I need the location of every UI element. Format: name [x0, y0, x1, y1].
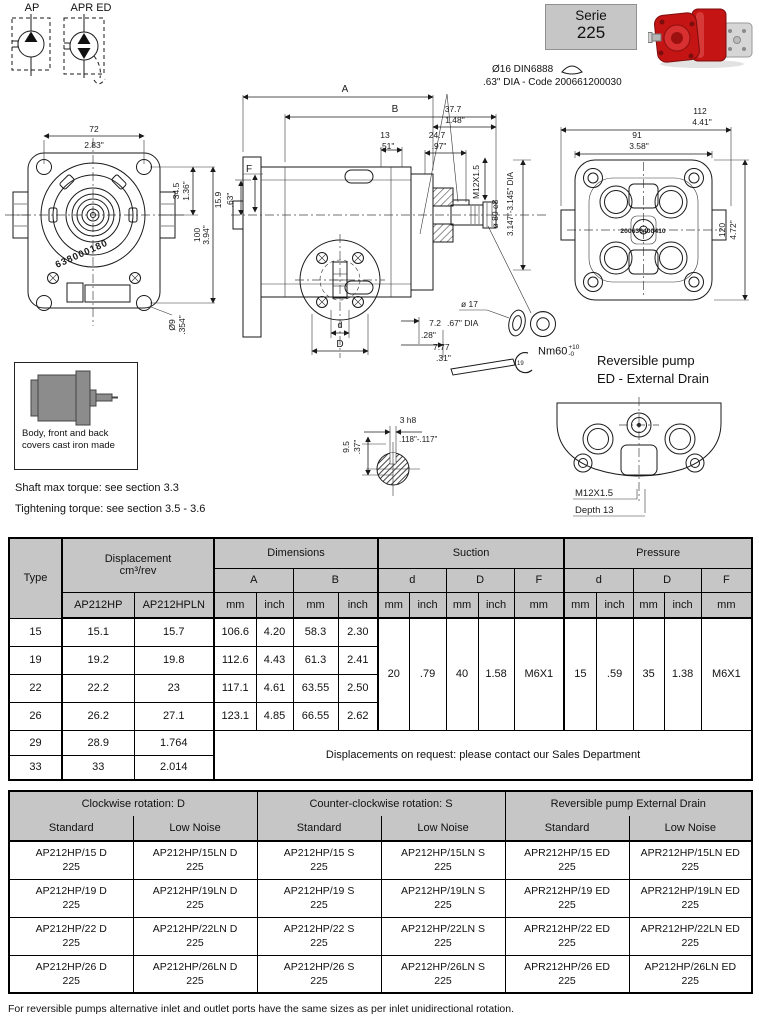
suction-D-inch: 1.58	[478, 618, 514, 730]
group-header-reversible: Reversible pump External Drain	[505, 791, 752, 816]
dim-1-36: 1.36"	[181, 181, 191, 201]
table-row	[9, 917, 752, 955]
col-header-model2: AP212HPLN	[134, 592, 214, 618]
sub-header-low-noise: Low Noise	[133, 816, 257, 841]
model-cell: AP212HP/26LN S 225	[381, 955, 505, 993]
model-cell: AP212HP/22 D 225	[9, 917, 133, 955]
series-label: Serie	[575, 8, 607, 23]
series-badge	[545, 4, 637, 50]
key-note	[483, 63, 622, 89]
dim-15-9: 15.9	[213, 191, 223, 209]
pressure-d-mm: 15	[564, 618, 596, 730]
nm-value: Nm60	[538, 345, 568, 358]
model-cell: AP212HP/26LN ED 225	[629, 955, 752, 993]
apr-ed-symbol-label: APR ED	[70, 2, 112, 14]
sub-header-low-noise: Low Noise	[381, 816, 505, 841]
table-row	[9, 955, 752, 993]
dim-f-label: F	[246, 164, 253, 175]
model-cell: APR212HP/26 ED 225	[505, 955, 629, 993]
model-cell: APR212HP/22 ED 225	[505, 917, 629, 955]
model-cell: AP212HP/15LN S 225	[381, 841, 505, 879]
suction-d-mm: 20	[378, 618, 409, 730]
suction-D-mm: 40	[446, 618, 478, 730]
dim-100: 100	[192, 227, 202, 243]
front-body-code: 638000180	[53, 237, 110, 271]
col-header-a: A	[214, 568, 293, 592]
unit-mm: mm	[293, 592, 338, 618]
reversible-pump-title	[597, 352, 709, 388]
unit-inch: inch	[478, 592, 514, 618]
table-row	[9, 841, 752, 879]
dim-34-5: 34.5	[171, 182, 181, 200]
dim-31: .31"	[436, 353, 451, 363]
dim-hole-inch: .354"	[177, 315, 187, 335]
unit-mm: mm	[701, 592, 752, 618]
pressure-f: M6X1	[701, 618, 752, 730]
dim-7-2: 7.2	[429, 318, 441, 328]
col-header-pressure-d: d	[564, 568, 633, 592]
dim-63: .63"	[225, 192, 235, 208]
pump-silhouette-icon	[21, 368, 131, 426]
front-view-drawing	[5, 118, 219, 340]
model-cell: AP212HP/22 S 225	[257, 917, 381, 955]
model-cell: AP212HP/15LN D 225	[133, 841, 257, 879]
dim-28: .28"	[421, 330, 436, 340]
table-row: 19 19.2 19.8 112.6 4.43 61.3 2.41	[9, 646, 752, 674]
reversible-pump-drawing	[553, 393, 759, 525]
shaft-key-section-drawing	[336, 392, 526, 504]
apr-ed-symbol-icon	[60, 14, 122, 88]
dim-m12x15: M12X1.5	[471, 164, 481, 200]
dim-72: 72	[89, 124, 99, 134]
back-view-drawing	[553, 98, 759, 334]
back-body-code: 200636400410	[620, 228, 666, 235]
col-header-pressure: Pressure	[564, 538, 752, 568]
dim-3147: 3.147"-3.145" DIA	[506, 172, 515, 236]
nm-tolerance-upper: +10	[568, 344, 580, 351]
cast-iron-note-text: Body, front and back covers cast iron made	[22, 428, 115, 451]
table-row: 33 33 2.014	[9, 755, 752, 780]
nut-drawing	[531, 312, 556, 337]
table-row: 22 22.2 23 117.1 4.61 63.55 2.50	[9, 674, 752, 702]
sub-header-standard: Standard	[9, 816, 133, 841]
col-header-suction: Suction	[378, 538, 564, 568]
model-cell: AP212HP/26 S 225	[257, 955, 381, 993]
spec-table	[8, 537, 753, 781]
table-row: 29 28.9 1.764 Displacements on request: please contact our Sales Department	[9, 730, 752, 755]
footer-note: For reversible pumps alternative inlet and outlet ports have the same sizes as per inlet unidirectional rotation.	[8, 1003, 515, 1015]
ap-symbol-label: AP	[24, 2, 40, 14]
dim-7-77: 7.77	[433, 342, 450, 352]
pressure-d-inch: .59	[596, 618, 633, 730]
dim-37-7: 37.7	[444, 104, 462, 114]
dim-1-48: 1.48"	[445, 115, 465, 125]
dim-67dia: .67" DIA	[447, 318, 479, 328]
table-row	[9, 879, 752, 917]
pressure-D-inch: 1.38	[664, 618, 701, 730]
side-view-dimensions	[213, 84, 547, 367]
unit-mm: mm	[446, 592, 478, 618]
dim-91: 91	[632, 130, 642, 140]
model-cell: AP212HP/19 D 225	[9, 879, 133, 917]
displacement-request-note: Displacements on request: please contact our Sales Department	[214, 730, 752, 780]
model-cell: AP212HP/15 D 225	[9, 841, 133, 879]
nm-tolerance-lower: -0	[568, 350, 575, 358]
model-cell: APR212HP/15LN ED 225	[629, 841, 752, 879]
dim-a-label: A	[341, 84, 349, 95]
wrench-size-label: 19	[517, 361, 524, 367]
shaft-torque-note: Shaft max torque: see section 3.3	[15, 482, 179, 494]
col-header-dimensions: Dimensions	[214, 538, 378, 568]
drain-depth-label: Depth 13	[575, 505, 614, 516]
dim-hole: Ø9	[167, 319, 177, 331]
model-cell: AP212HP/22LN S 225	[381, 917, 505, 955]
col-header-model1: AP212HP	[62, 592, 134, 618]
dim-24-7: 24.7	[428, 130, 446, 140]
sub-header-standard: Standard	[505, 816, 629, 841]
dim-b-label: B	[391, 104, 399, 115]
unit-mm: mm	[633, 592, 664, 618]
table-row: 26 26.2 27.1 123.1 4.85 66.55 2.62	[9, 702, 752, 730]
side-view-drawing	[195, 62, 560, 394]
dim-3-94: 3.94"	[201, 225, 211, 245]
dim-120: 120	[717, 222, 727, 238]
unit-mm: mm	[378, 592, 409, 618]
col-header-suction-f: F	[514, 568, 564, 592]
unit-inch: inch	[338, 592, 378, 618]
key-width-label: 3 h8	[399, 415, 417, 425]
dim-4-72: 4.72"	[728, 220, 738, 240]
key-note-line2: .63" DIA - Code 200661200030	[483, 77, 622, 88]
model-cell: APR212HP/19LN ED 225	[629, 879, 752, 917]
hydraulic-symbol-ap	[8, 2, 56, 80]
dim-13: 13	[380, 130, 390, 140]
unit-inch: inch	[596, 592, 633, 618]
model-cell: APR212HP/22LN ED 225	[629, 917, 752, 955]
suction-d-inch: .79	[409, 618, 446, 730]
hydraulic-symbol-apr-ed	[60, 2, 122, 88]
series-number: 225	[576, 23, 606, 42]
model-cell: AP212HP/26LN D 225	[133, 955, 257, 993]
torque-spec-label	[538, 345, 579, 358]
dim-o17: ø 17	[461, 299, 479, 309]
woodruff-key-icon	[560, 64, 584, 75]
col-header-displacement: Displacement cm³/rev	[62, 538, 214, 592]
suction-f: M6X1	[514, 618, 564, 730]
col-header-pressure-f: F	[701, 568, 752, 592]
model-cell: APR212HP/19 ED 225	[505, 879, 629, 917]
model-cell: AP212HP/19LN D 225	[133, 879, 257, 917]
group-header-counter-clockwise: Counter-clockwise rotation: S	[257, 791, 505, 816]
reversible-title-line2: ED - External Drain	[597, 371, 709, 386]
unit-inch: inch	[409, 592, 446, 618]
ap-symbol-icon	[8, 14, 56, 80]
model-code-table	[8, 790, 753, 994]
dim-97: .97"	[431, 141, 447, 151]
dim-4-41: 4.41"	[692, 117, 712, 127]
model-cell: AP212HP/22LN D 225	[133, 917, 257, 955]
unit-mm: mm	[214, 592, 256, 618]
key-width-inch-label: .118"-.117"	[399, 435, 438, 444]
tightening-torque-note: Tightening torque: see section 3.5 - 3.6	[15, 503, 206, 515]
unit-inch: inch	[664, 592, 701, 618]
model-cell: AP212HP/19LN S 225	[381, 879, 505, 917]
key-height-inch-label: .37"	[352, 439, 362, 455]
model-cell: AP212HP/19 S 225	[257, 879, 381, 917]
key-note-line1: Ø16 DIN6888	[492, 64, 554, 75]
unit-mm: mm	[514, 592, 564, 618]
col-header-pressure-big-d: D	[633, 568, 701, 592]
cast-iron-note-box	[14, 362, 138, 470]
dim-2-83: 2.83"	[84, 140, 104, 150]
key-height-label: 9.5	[341, 441, 351, 453]
washer-drawing	[506, 309, 527, 338]
sub-header-low-noise: Low Noise	[629, 816, 752, 841]
group-header-clockwise: Clockwise rotation: D	[9, 791, 257, 816]
dim-3-58: 3.58"	[629, 141, 649, 151]
dim-big-d-label: D	[336, 339, 344, 350]
reversible-title-line1: Reversible pump	[597, 353, 695, 368]
model-cell: APR212HP/15 ED 225	[505, 841, 629, 879]
col-header-type: Type	[9, 538, 62, 618]
dim-d-label: d	[337, 320, 343, 330]
sub-header-standard: Standard	[257, 816, 381, 841]
dim-112: 112	[693, 106, 707, 116]
drain-thread-label: M12X1.5	[575, 488, 614, 499]
model-cell: AP212HP/15 S 225	[257, 841, 381, 879]
col-header-suction-big-d: D	[446, 568, 514, 592]
pump-product-image	[648, 1, 756, 69]
unit-mm: mm	[564, 592, 596, 618]
table-row: 15 15.1 15.7 106.6 4.20 58.3 2.30 20 .79 40 1.58 M6X1 15 .59 35 1.38 M6X1	[9, 618, 752, 646]
pressure-D-mm: 35	[633, 618, 664, 730]
col-header-b: B	[293, 568, 378, 592]
unit-inch: inch	[256, 592, 293, 618]
dim-o80e8: ø 80 e8	[490, 199, 500, 229]
front-view-geometry	[5, 138, 187, 326]
col-header-suction-d: d	[378, 568, 446, 592]
dim-51: .51"	[379, 141, 395, 151]
model-cell: AP212HP/26 D 225	[9, 955, 133, 993]
